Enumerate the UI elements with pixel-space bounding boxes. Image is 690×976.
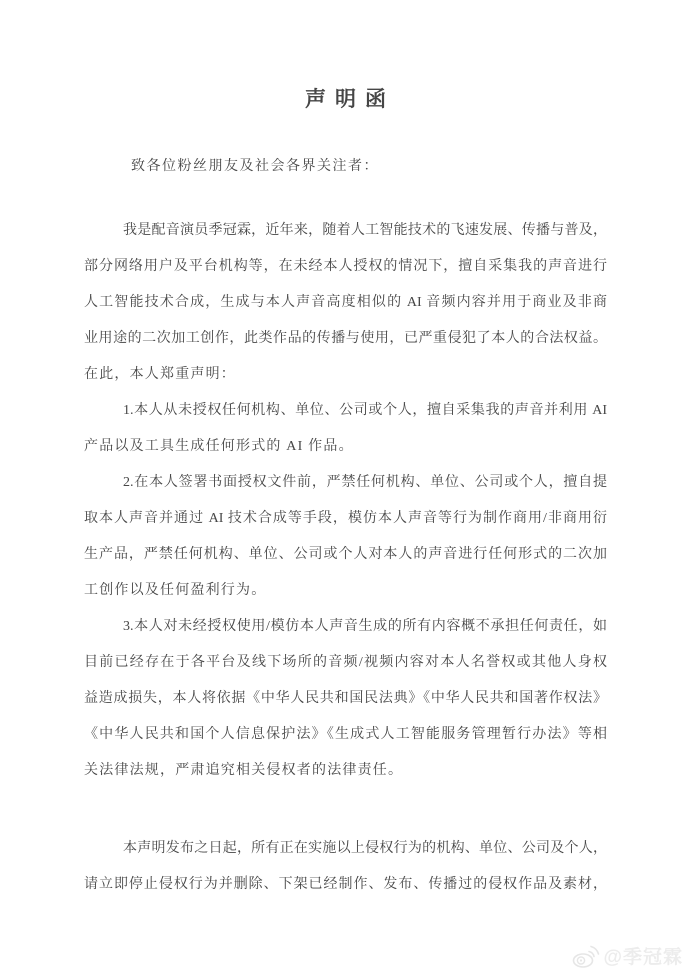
document-title: 声明函 <box>305 87 395 111</box>
text-line: 目前已经存在于各平台及线下场所的音频/视频内容对本人名誉权或其他人身权 <box>84 655 607 670</box>
weibo-icon <box>571 943 601 969</box>
text-line: 业用途的二次加工创作，此类作品的传播与使用，已严重侵犯了本人的合法权益。 <box>84 331 607 346</box>
text-line: 生产品，严禁任何机构、单位、公司或个人对本人的声音进行任何形式的二次加 <box>84 547 607 562</box>
text-line: 工创作以及任何盈利行为。 <box>84 583 267 598</box>
text-line: 3.本人对未经授权使用/模仿本人声音生成的所有内容概不承担任何责任，如 <box>123 619 607 634</box>
text-line: 2.在本人签署书面授权文件前，严禁任何机构、单位、公司或个人，擅自提 <box>123 475 607 490</box>
paragraph <box>84 831 607 903</box>
watermark-text: @季冠霖 <box>603 947 683 968</box>
salutation: 致各位粉丝朋友及社会各界关注者： <box>131 159 379 174</box>
paragraph <box>84 393 607 465</box>
document-body <box>84 213 607 903</box>
paragraph <box>84 609 607 789</box>
text-line: 在此，本人郑重声明： <box>84 367 236 382</box>
text-line: 益造成损失，本人将依据《中华人民共和国民法典》《中华人民共和国著作权法》 <box>84 691 607 706</box>
text-line: 人工智能技术合成，生成与本人声音高度相似的 AI 音频内容并用于商业及非商 <box>84 295 607 310</box>
text-line: 《中华人民共和国个人信息保护法》《生成式人工智能服务管理暂行办法》等相 <box>84 727 607 742</box>
text-line: 1.本人从未授权任何机构、单位、公司或个人，擅自采集我的声音并利用 AI <box>123 403 607 418</box>
text-line: 我是配音演员季冠霖，近年来，随着人工智能技术的飞速发展、传播与普及， <box>123 223 607 238</box>
weibo-watermark <box>571 942 683 969</box>
text-line: 关法律法规，严肃追究相关侵权者的法律责任。 <box>84 763 404 778</box>
text-line: 取本人声音并通过 AI 技术合成等手段，模仿本人声音等行为制作商用/非商用衍 <box>84 511 607 526</box>
text-line: 部分网络用户及平台机构等，在未经本人授权的情况下，擅自采集我的声音进行 <box>84 259 607 274</box>
paragraph <box>84 213 607 393</box>
text-line: 请立即停止侵权行为并删除、下架已经制作、发布、传播过的侵权作品及素材， <box>84 877 607 892</box>
text-line: 产品以及工具生成任何形式的 AI 作品。 <box>84 439 354 454</box>
text-line: 本声明发布之日起，所有正在实施以上侵权行为的机构、单位、公司及个人， <box>123 841 607 856</box>
paragraph <box>84 465 607 609</box>
